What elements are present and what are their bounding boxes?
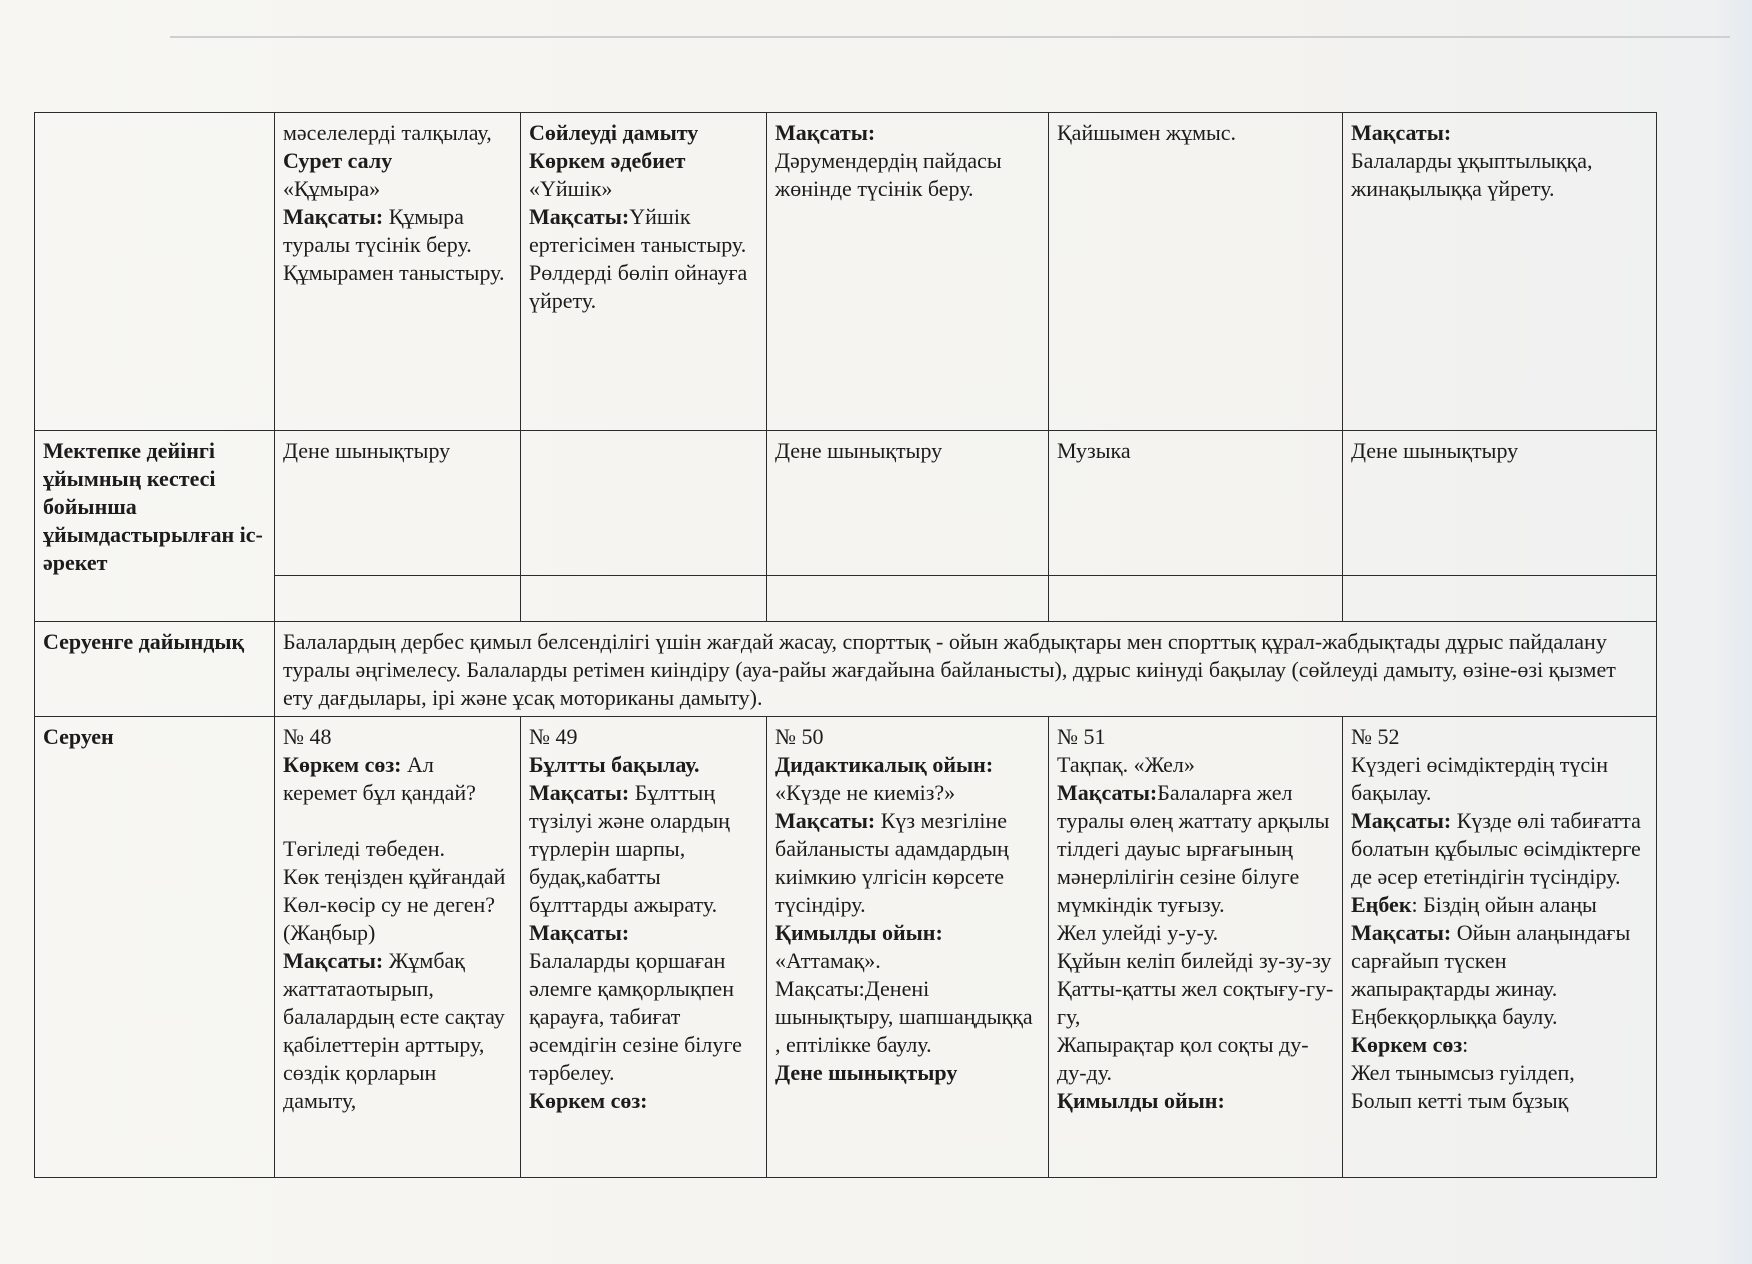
paragraph-text: :	[1462, 1032, 1469, 1057]
cell-paragraph	[529, 919, 758, 947]
bold-heading-text: Мақсаты:	[775, 808, 876, 833]
cell-schedule-tue	[521, 431, 767, 576]
paragraph-text: Қатты-қатты жел соқтығу-гу-гу,	[1057, 976, 1334, 1029]
cell-schedule-thu: Музыка	[1049, 431, 1343, 576]
cell-paragraph	[775, 807, 1040, 919]
cell-paragraph	[529, 175, 758, 203]
paragraph-text: Көл-көсір су не деген?	[283, 892, 496, 917]
cell-schedule-fri: Дене шынықтыру	[1343, 431, 1657, 576]
cell-paragraph	[283, 863, 512, 891]
cell-schedule-mon: Дене шынықтыру	[275, 431, 521, 576]
cell-paragraph	[1351, 1059, 1648, 1087]
cell-paragraph	[283, 947, 512, 1115]
cell-paragraph	[1351, 147, 1648, 203]
cell-paragraph	[775, 723, 1040, 751]
cell-paragraph	[283, 119, 512, 147]
cell-paragraph	[283, 751, 512, 807]
cell-paragraph	[283, 175, 512, 203]
paragraph-text: Жел улейді у-у-у.	[1057, 920, 1219, 945]
page-top-rule	[170, 36, 1730, 38]
cell-paragraph	[529, 947, 758, 1087]
cell-paragraph	[775, 751, 1040, 779]
paragraph-text: № 50	[775, 724, 824, 749]
cell-paragraph	[775, 975, 1040, 1059]
paragraph-text: Тақпақ. «Жел»	[1057, 752, 1195, 777]
paragraph-text: Мақсаты:Денені шынықтыру, шапшаңдыққа , ептілікке баулу.	[775, 976, 1033, 1057]
cell-paragraph	[775, 119, 1040, 147]
bold-heading-text: Мақсаты:	[529, 780, 630, 805]
paragraph-text: Құмыра туралы түсінік беру. Құмырамен таныстыру.	[283, 204, 505, 285]
paragraph-text: Күзде өлі табиғатта болатын құбылыс өсімдіктерге де әсер ететіндігін түсіндіру.	[1351, 808, 1641, 889]
paragraph-text: Құйын келіп билейді зу-зу-зу	[1057, 948, 1332, 973]
bold-heading-text: Мақсаты:	[283, 948, 384, 973]
bold-heading-text: Қимылды ойын:	[775, 920, 943, 945]
cell-paragraph	[529, 203, 758, 315]
cell-activities-mon	[275, 113, 521, 431]
cell-schedule-extra-thu	[1049, 576, 1343, 622]
cell-paragraph	[283, 891, 512, 919]
cell-schedule-extra-fri	[1343, 576, 1657, 622]
paragraph-text: № 48	[283, 724, 332, 749]
bold-heading-text: Көркем сөз:	[529, 1088, 648, 1113]
paragraph-text: Күздегі өсімдіктердің түсін бақылау.	[1351, 752, 1608, 805]
paragraph-text: (Жаңбыр)	[283, 920, 376, 945]
paragraph-text: «Күзде не киеміз?»	[775, 780, 956, 805]
cell-walk-tue	[521, 717, 767, 1178]
paragraph-text: Қайшымен жұмыс.	[1057, 120, 1237, 145]
paragraph-text: № 52	[1351, 724, 1400, 749]
cell-paragraph	[1057, 119, 1334, 147]
cell-paragraph	[1057, 779, 1334, 919]
cell-paragraph	[1351, 723, 1648, 751]
bold-heading-text: Мақсаты:	[1351, 920, 1452, 945]
row-label-walk: Серуен	[35, 717, 275, 1178]
bold-heading-text: Қимылды ойын:	[1057, 1088, 1225, 1113]
paragraph-text: Көк теңізден құйғандай	[283, 864, 506, 889]
paragraph-text: «Аттамақ».	[775, 948, 881, 973]
paragraph-text: Төгіледі төбеден.	[283, 836, 446, 861]
bold-heading-text: Сурет салу	[283, 148, 393, 173]
cell-paragraph	[529, 1087, 758, 1115]
bold-heading-text: Мақсаты:	[775, 120, 876, 145]
paragraph-text: «Құмыра»	[283, 176, 381, 201]
cell-paragraph	[283, 723, 512, 751]
cell-paragraph	[529, 147, 758, 175]
cell-paragraph	[775, 779, 1040, 807]
paragraph-text: Күз мезгіліне байланысты адамдардың киімкию үлгісін көрсете түсіндіру.	[775, 808, 1009, 917]
row-label-walk-prep: Серуенге дайындық	[35, 622, 275, 717]
cell-paragraph	[1351, 1031, 1648, 1059]
table-row-schedule-extra	[35, 576, 1657, 622]
row-label-schedule: Мектепке дейінгі ұйымның кестесі бойынша ұйымдастырылған іс-әрекет	[35, 431, 275, 622]
paragraph-text: Жел тынымсыз гуілдеп,	[1351, 1060, 1575, 1085]
cell-paragraph	[775, 919, 1040, 947]
table-row-walk	[35, 717, 1657, 1178]
table-row-activities	[35, 113, 1657, 431]
bold-heading-text: Дене шынықтыру	[775, 1060, 958, 1085]
cell-paragraph	[283, 919, 512, 947]
cell-paragraph	[1351, 1087, 1648, 1115]
row-label-activities	[35, 113, 275, 431]
cell-walk-wed	[767, 717, 1049, 1178]
bold-heading-text: Мақсаты:	[529, 920, 630, 945]
cell-walk-mon	[275, 717, 521, 1178]
cell-paragraph	[529, 723, 758, 751]
cell-activities-tue	[521, 113, 767, 431]
paragraph-text: : Біздің ойын алаңы	[1411, 892, 1597, 917]
bold-heading-text: Мақсаты:	[1057, 780, 1158, 805]
paragraph-text: «Үйшік»	[529, 176, 613, 201]
paragraph-text: Ойын алаңындағы сарғайып түскен жапырақтарды жинау. Еңбекқорлыққа баулу.	[1351, 920, 1631, 1029]
cell-paragraph	[283, 807, 512, 835]
cell-paragraph	[529, 751, 758, 779]
paragraph-text: Ал керемет бұл қандай?	[283, 752, 476, 805]
cell-paragraph	[1057, 919, 1334, 947]
paragraph-text: № 51	[1057, 724, 1106, 749]
cell-walk-fri	[1343, 717, 1657, 1178]
cell-paragraph	[1351, 751, 1648, 807]
table-row-walk-prep	[35, 622, 1657, 717]
cell-walk-thu	[1049, 717, 1343, 1178]
cell-paragraph	[1057, 975, 1334, 1031]
paragraph-text: Болып кетті тым бұзық	[1351, 1088, 1569, 1113]
cell-paragraph	[1351, 119, 1648, 147]
bold-heading-text: Мақсаты:	[529, 204, 630, 229]
bold-heading-text: Дидактикалық ойын:	[775, 752, 994, 777]
bold-heading-text: Мақсаты:	[1351, 808, 1452, 833]
cell-paragraph	[1057, 723, 1334, 751]
cell-walk-prep-text: Балалардың дербес қимыл белсенділігі үшін жағдай жасау, спорттық - ойын жабдықтары мен спорттық құрал-жабдықтады дұрыс пайдалану туралы әңгімелесу. Балаларды ретімен киіндіру (ауа-райы жағдайына байланысты), дұрыс киінуді бақылау (сөйлеуді дамыту, өзіне-өзі қызмет ету дағдылары, ірі және ұсақ моториканы дамыту).	[275, 622, 1657, 717]
cell-activities-wed	[767, 113, 1049, 431]
cell-paragraph	[775, 147, 1040, 203]
paragraph-text: мәселелерді талқылау,	[283, 120, 492, 145]
cell-paragraph	[529, 119, 758, 147]
paragraph-text: № 49	[529, 724, 578, 749]
paragraph-text: Үйшік ертегісімен таныстыру. Рөлдерді бөліп ойнауға үйрету.	[529, 204, 748, 313]
cell-paragraph	[1057, 1031, 1334, 1087]
cell-schedule-extra-wed	[767, 576, 1049, 622]
cell-activities-fri	[1343, 113, 1657, 431]
paragraph-text: Бұлттың түзілуі және олардың түрлерін шарпы, будақ,кабатты бұлттарды ажырату.	[529, 780, 730, 917]
cell-schedule-wed: Дене шынықтыру	[767, 431, 1049, 576]
weekly-plan-table	[34, 112, 1657, 1178]
page-edge-shadow	[1712, 0, 1752, 1264]
cell-schedule-extra-tue	[521, 576, 767, 622]
cell-schedule-extra-mon	[275, 576, 521, 622]
bold-heading-text: Еңбек	[1351, 892, 1412, 917]
bold-heading-text: Сөйлеуді дамыту	[529, 120, 699, 145]
cell-paragraph	[1351, 919, 1648, 1031]
cell-paragraph	[775, 947, 1040, 975]
bold-heading-text: Бұлтты бақылау.	[529, 752, 700, 777]
table-row-schedule	[35, 431, 1657, 576]
paragraph-text: Жұмбақ жаттатаотырып, балалардың есте сақтау қабілеттерін арттыру, сөздік қорларын дамыту,	[283, 948, 505, 1113]
cell-paragraph	[1057, 947, 1334, 975]
cell-paragraph	[283, 147, 512, 175]
bold-heading-text: Көркем сөз:	[283, 752, 402, 777]
cell-paragraph	[283, 203, 512, 287]
paragraph-text: Балаларды ұқыптылыққа, жинақылыққа үйрету.	[1351, 148, 1593, 201]
bold-heading-text: Көркем әдебиет	[529, 148, 686, 173]
bold-heading-text: Мақсаты:	[1351, 120, 1452, 145]
paragraph-text: Балаларды қоршаған әлемге қамқорлықпен қарауға, табиғат әсемдігін сезіне білуге тәрбелеу.	[529, 948, 742, 1085]
cell-activities-thu	[1049, 113, 1343, 431]
bold-heading-text: Көркем сөз	[1351, 1032, 1463, 1057]
bold-heading-text: Мақсаты:	[283, 204, 384, 229]
cell-paragraph	[775, 1059, 1040, 1087]
paragraph-text: Балаларға жел туралы өлең жаттату арқылы тілдегі дауыс ырғағының мәнерлілігін сезіне білуге мүмкіндік туғызу.	[1057, 780, 1330, 917]
cell-paragraph	[283, 835, 512, 863]
cell-paragraph	[1057, 1087, 1334, 1115]
cell-paragraph	[1351, 891, 1648, 919]
cell-paragraph	[1351, 807, 1648, 891]
paragraph-text: Жапырақтар қол соқты ду-ду-ду.	[1057, 1032, 1309, 1085]
cell-paragraph	[529, 779, 758, 919]
cell-paragraph	[1057, 751, 1334, 779]
paragraph-text: Дәрумендердің пайдасы жөнінде түсінік беру.	[775, 148, 1002, 201]
